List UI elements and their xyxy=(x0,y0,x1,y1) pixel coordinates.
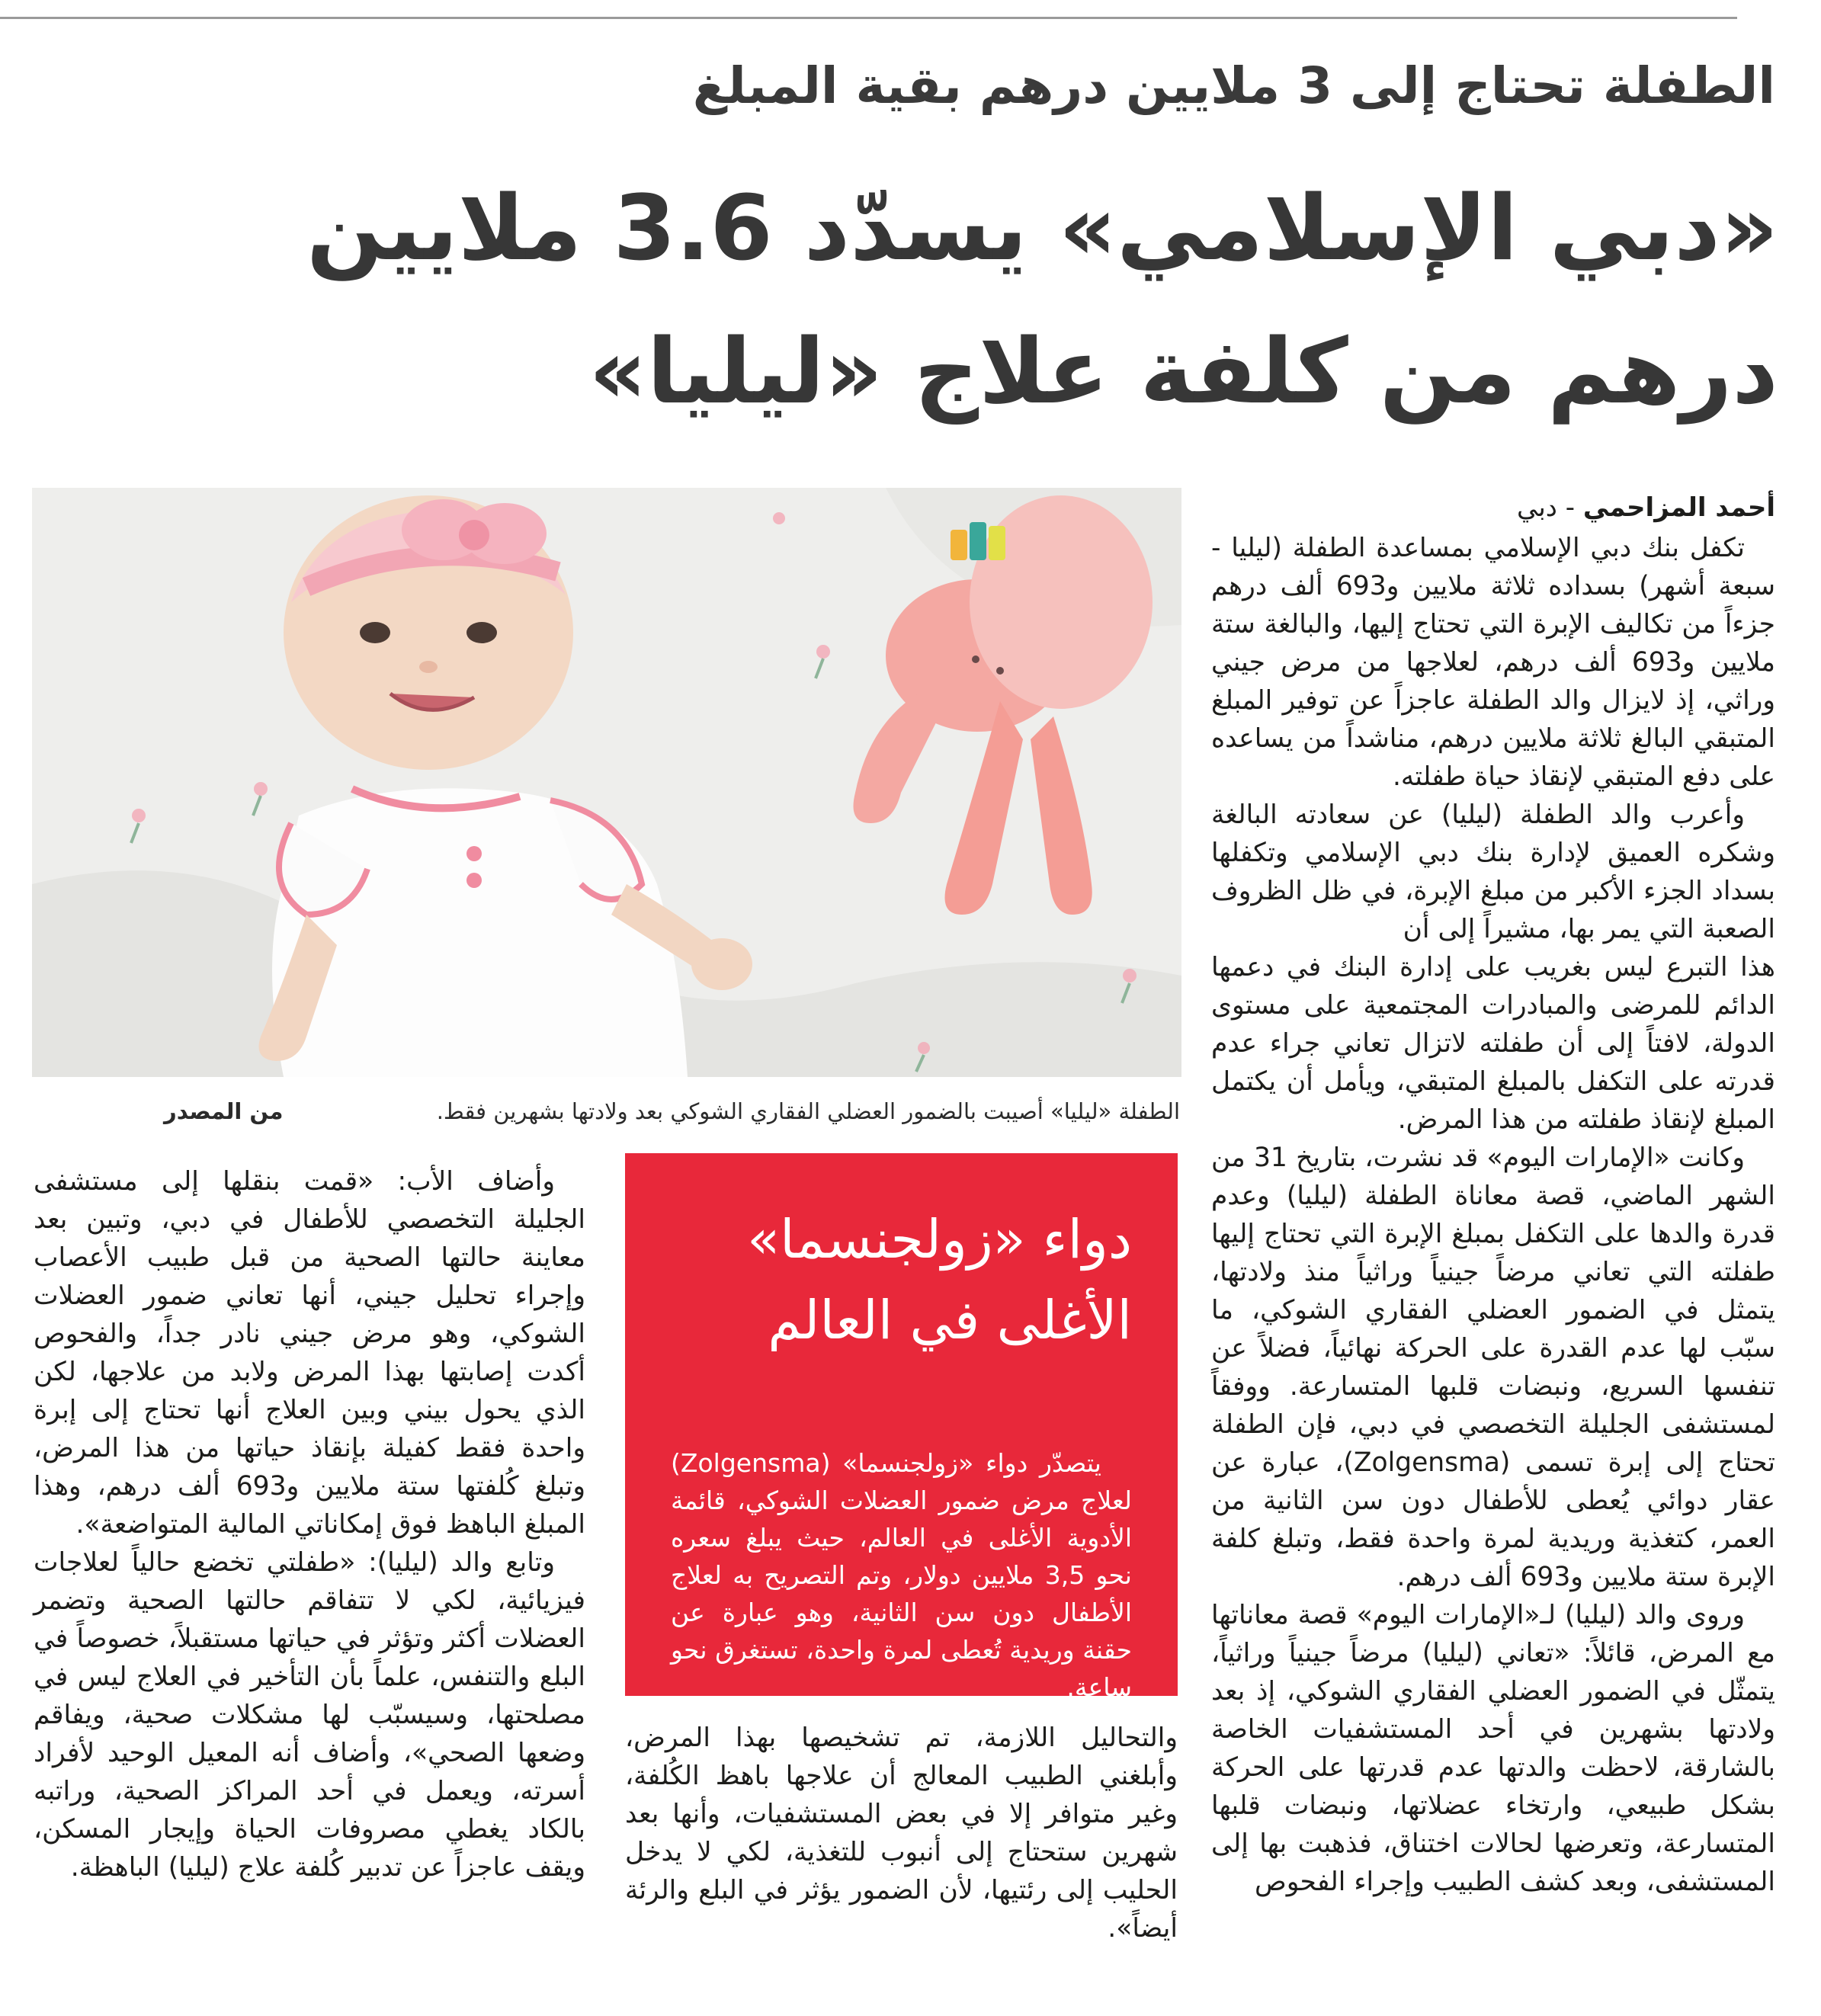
photo-credit: من المصدر xyxy=(164,1098,284,1124)
paragraph: وأضاف الأب: «قمت بنقلها إلى مستشفى الجليلة التخصصي للأطفال في دبي، وتبين بعد معاينة حالتها الصحية من قبل طبيب الأعصاب وإجراء تحليل جيني، أنها تعاني ضمور العضلات الشوكي، وهو مرض جيني نادر جداً، والفحوص أكدت إصابتها بهذا المرض ولابد من علاجها، لكن الذي يحول بيني وبين العلاج أنها تحتاج إلى إبرة واحدة فقط كفيلة بإنقاذ حياتها من هذا المرض، وتبلغ كُلفتها ستة ملايين و693 ألف درهم، وهذا المبلغ الباهظ فوق إمكاناتي المالية المتواضعة». xyxy=(34,1166,585,1540)
paragraph: تكفل بنك دبي الإسلامي بمساعدة الطفلة (ليليا - سبعة أشهر) بسداده ثلاثة ملايين و693 ألف درهم جزءاً من تكاليف الإبرة التي تحتاج إليها، والبالغة ستة ملايين و693 ألف درهم، لعلاجها من مرض جيني وراثي، إذ لايزال والد الطفلة عاجزاً عن توفير المبلغ المتبقي البالغ ثلاثة ملايين درهم، مناشداً من يساعده على دفع المتبقي لإنقاذ حياة طفلته. xyxy=(1211,533,1776,792)
paragraph: والتحاليل اللازمة، تم تشخيصها بهذا المرض، وأبلغني الطبيب المعالج أن علاجها باهظ الكُلفة، وغير متوافر إلا في بعض المستشفيات، وأنها بعد شهرين ستحتاج إلى أنبوب للتغذية، لكي لا يدخل الحليب إلى رئتيها، لأن الضمور يؤثر في البلع والرئة أيضاً». xyxy=(625,1723,1178,1944)
headline-line-2: درهم من كلفة علاج «ليليا» xyxy=(588,319,1778,424)
paragraph: وكانت «الإمارات اليوم» قد نشرت، بتاريخ 31 من الشهر الماضي، قصة معاناة الطفلة (ليليا) وعدم قدرة والدها على التكفل بمبلغ الإبرة التي تحتاج إليها طفلته التي تعاني مرضاً جينياً وراثياً منذ ولادتها، يتمثل في الضمور العضلي الفقاري الشوكي، ما سبّب لها عدم القدرة على الحركة نهائياً، فضلاً عن تنفسها السريع، ونبضات قلبها المتسارعة. ووفقاً لمستشفى الجليلة التخصصي في دبي، فإن الطفلة تحتاج إلى إبرة تسمى (Zolgensma)، عبارة عن عقار دوائي يُعطى للأطفال دون سن الثانية من العمر، كتغذية وريدية لمرة واحدة فقط، وتبلغ كلفة الإبرة ستة ملايين و693 ألف درهم. xyxy=(1211,1143,1775,1592)
byline xyxy=(1211,488,1775,527)
top-rule xyxy=(0,17,1737,19)
sidebar-title-line-1: دواء «زولجنسما» xyxy=(747,1208,1132,1271)
paragraph: وتابع والد (ليليا): «طفلتي تخضع حالياً لعلاجات فيزيائية، لكي لا تتفاقم حالتها الصحية وتضمر العضلات أكثر وتؤثر في حياتها مستقبلاً، خصوصاً في البلع والتنفس، علماً بأن التأخير في العلاج ليس في مصلحتها، وسيسبّب لها مشكلات صحية، ويفاقم وضعها الصحي»، وأضاف أنه المعيل الوحيد لأفراد أسرته، ويعمل في أحد المراكز الصحية، وراتبه بالكاد يغطي مصروفات الحياة وإيجار المسكن، ويقف عاجزاً عن تدبير كُلفة علاج (ليليا) الباهظة. xyxy=(34,1547,585,1883)
paragraph: وروى والد (ليليا) لـ«الإمارات اليوم» قصة معاناتها مع المرض، قائلاً: «تعاني (ليليا) مرضاً جينياً وراثياً، يتمثّل في الضمور العضلي الفقاري الشوكي، إذ بعد ولادتها بشهرين في أحد المستشفيات الخاصة بالشارقة، لاحظت والدتها عدم قدرتها على الحركة بشكل طبيعي، وارتخاء عضلاتها، ونبضات قلبها المتسارعة، وتعرضها لحالات اختناق، فذهبت بها إلى المستشفى، وبعد كشف الطبيب وإجراء الفحوص xyxy=(1211,1600,1775,1897)
article-column-right xyxy=(1211,488,1775,1901)
photo-caption xyxy=(30,1088,1183,1134)
sidebar-title xyxy=(671,1199,1132,1361)
baby-photo xyxy=(32,488,1181,1077)
kicker-subheadline: الطفلة تحتاج إلى 3 ملايين درهم بقية المبلغ xyxy=(692,56,1775,115)
byline-city: دبي xyxy=(1517,492,1557,523)
article-column-middle xyxy=(625,1719,1178,1947)
article-column-left xyxy=(34,1162,585,1886)
photo-caption-text: الطفلة «ليليا» أصيبت بالضمور العضلي الفقاري الشوكي بعد ولادتها بشهرين فقط. xyxy=(436,1098,1180,1124)
headline xyxy=(56,156,1778,443)
paragraph: هذا التبرع ليس بغريب على إدارة البنك في دعمها الدائم للمرضى والمبادرات المجتمعية على مستوى الدولة، لافتاً إلى أن طفلته لاتزال تعاني جراء عدم قدرته على التكفل بالمبلغ المتبقي، ويأمل أن يكتمل المبلغ لإنقاذ طفلته من هذا المرض. xyxy=(1211,952,1775,1135)
sidebar-body: يتصدّر دواء «زولجنسما» (Zolgensma) لعلاج مرض ضمور العضلات الشوكي، قائمة الأدوية الأغلى في العالم، حيث يبلغ سعره نحو 3,5 ملايين دولار، وتم التصريح به لعلاج الأطفال دون سن الثانية، وهو عبارة عن حقنة وريدية تُعطى لمرة واحدة، تستغرق نحو ساعة. xyxy=(671,1448,1132,1702)
baby-photo-illustration xyxy=(32,488,1181,1077)
headline-line-1: «دبي الإسلامي» يسدّد 3.6 ملايين xyxy=(306,175,1778,280)
sidebar-box xyxy=(625,1153,1178,1702)
byline-separator: - xyxy=(1557,492,1583,523)
sidebar-title-line-2: الأغلى في العالم xyxy=(768,1289,1132,1351)
paragraph: وأعرب والد الطفلة (ليليا) عن سعادته البالغة وشكره العميق لإدارة بنك دبي الإسلامي وتكفلها بسداد الجزء الأكبر من مبلغ الإبرة، في ظل الظروف الصعبة التي يمر بها، مشيراً إلى أن xyxy=(1211,800,1775,944)
byline-author: أحمد المزاحمي xyxy=(1582,492,1775,523)
